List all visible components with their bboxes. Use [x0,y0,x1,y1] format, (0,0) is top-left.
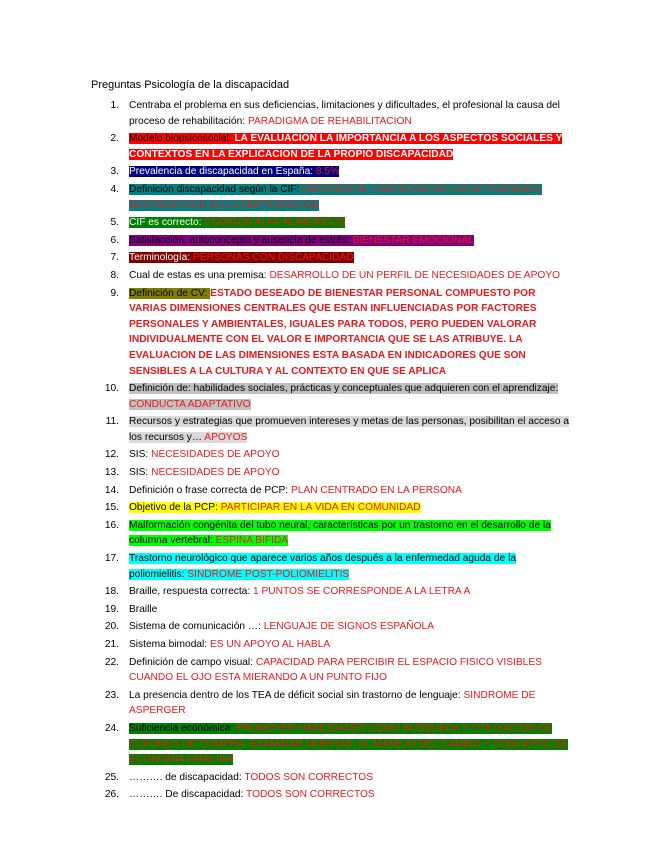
list-item [91,688,571,719]
question-text: Objetivo de la PCP: [129,502,221,514]
list-item [91,584,571,600]
item-number: 1. [110,100,119,111]
list-item [91,286,571,380]
list-item [91,414,571,445]
item-number: 17. [104,553,119,565]
question-text: Recursos y estrategias que promueven intereses y metas de las personas, posibilitan el acceso a los recursos y… [129,416,569,443]
item-text [129,500,571,516]
item-text [129,131,571,162]
item-text [129,584,571,600]
item-number: 19. [104,603,119,615]
answer-text: LENGUAJE DE SIGNOS ESPAÑOLA [263,621,434,633]
list-item [91,465,571,481]
item-text [129,233,571,249]
item-text [129,98,571,129]
answer-text: PARADIGMA DE REHABILITACION [247,115,412,127]
item-number: 15. [104,502,119,514]
question-text: Modelo biopsicosocial: [129,133,235,145]
answer-text: 8.5% [315,166,340,178]
question-text: CIF es correcto: [129,217,205,229]
item-number: 11. [105,416,119,428]
item-text [129,483,571,499]
question-text: SIS: [129,467,152,479]
list-item [91,98,571,129]
item-text [129,688,571,719]
list-item [91,619,571,635]
list-item [91,500,571,516]
question-text: Terminología: [129,252,193,264]
item-text [129,619,571,635]
list-item [91,250,571,266]
list-item [91,770,571,786]
question-text: ………. de discapacidad: [129,771,245,783]
question-text: Cual de estas es una premisa: [129,269,270,281]
list-item [91,447,571,463]
item-text [129,164,571,180]
item-text [129,286,571,380]
question-list [91,98,571,805]
question-text: Sistema de comunicación …: [129,621,264,633]
question-text: SIS: [129,449,152,461]
list-item [91,721,571,768]
item-number: 7. [110,252,119,264]
answer-text: 1 PUNTOS SE CORRESPONDE A LA LETRA A [253,586,471,598]
list-item [91,637,571,653]
list-item [91,787,571,803]
item-text [129,551,571,582]
answer-text: CONDUCTA ADAPTATIVO [129,398,251,410]
list-item [91,215,571,231]
item-number: 6. [110,234,119,246]
question-text: Braille [129,603,158,615]
answer-text: APOYOS [204,431,248,443]
document-title: Preguntas Psicología de la discapacidad [91,79,290,91]
question-text: ………. De discapacidad: [129,789,247,801]
answer-text: NECESIDADES DE APOYO [151,449,280,461]
item-number: 16. [104,519,119,531]
question-text: Definición o frase correcta de PCP: [129,484,291,496]
list-item [91,131,571,162]
answer-text: PLAN CENTRADO EN LA PERSONA [290,484,462,496]
question-text: Suficiencia económica: [129,722,237,734]
item-number: 22. [104,656,119,668]
item-text [129,465,571,481]
answer-text: PERSONAS CON DISCAPACIDAD [192,252,354,264]
answer-text: SINDROME POST-POLIOMIELITIS [187,568,350,580]
item-number: 12. [104,449,119,461]
question-text: Definición de: habilidades sociales, prácticas y conceptuales que adquieren con el aprendizaje: [129,383,559,395]
answer-text: ESPINA BIFIDA [215,535,289,547]
question-text: Definición discapacidad según la CIF: [129,183,303,195]
list-item [91,233,571,249]
item-text [129,414,571,445]
answer-text: TODOS SON CORRECTOS [246,789,375,801]
item-number: 3. [110,166,119,178]
item-number: 20. [104,621,119,633]
item-number: 14. [104,484,119,496]
item-text [129,602,571,618]
answer-text: ESTADO DESEADO DE BIENESTAR PERSONAL COMPUESTO POR VARIAS DIMENSIONES CENTRALES QUE ESTAN INFLUENCIADAS POR FACTORES PERSONALES Y AMBIENTALES, IGUALES PARA TODOS, PERO PUEDEN VALORAR INDIVIDUALMENTE CON EL VALOR E IMPORTANCIA QUE SE LAS ATRIBUYE. LA EVALUACION DE LAS DIMENSIONES ESTA BASADA EN INDICADORES QUE SON SENSIBLES A LA CULTURA Y AL CONTEXTO EN QUE SE APLICA [129,287,537,377]
item-number: 8. [110,269,119,281]
answer-text: TODOS SON CORRECTOS [244,771,374,783]
question-text: Definición de CV: [129,287,211,299]
question-text: Malformación congénita del tubo neural, características por un trastorno en el desarrollo de la columna vertebral: [129,519,551,547]
list-item [91,182,571,213]
item-text [129,655,571,686]
item-number: 23. [104,689,119,701]
item-number: 25. [104,771,119,783]
item-number: 4. [110,183,119,195]
list-item [91,483,571,499]
item-number: 21. [104,639,119,650]
item-number: 26. [104,789,119,801]
item-text [129,447,571,463]
answer-text: CAPACIDAD PARA PERCIBIR EL ESPACIO FISICO VISIBLES CUANDO EL OJO ESTA MIERANDO A UN PUNTO FIJO [129,656,542,684]
answer-text: BIENESTAR EMOCIONAL [352,234,474,246]
question-text: Definición de campo visual: [129,656,256,668]
item-text [129,721,571,768]
answer-text: CODIGOS ALFA-NUMERICOS [204,217,346,229]
item-text [129,268,571,284]
question-text: Satisfacción, autoconcepto y ausencia de estrés: [129,234,353,246]
answer-text: ES UN APOYO AL HABLA [209,639,331,650]
answer-text: NECESIDADES DE APOYO [151,467,280,479]
question-text: La presencia dentro de los TEA de déficit social sin trastorno de lenguaje: [129,689,464,701]
answer-text: PARTICIPAR EN LA VIDA EN COMUNIDAD [220,502,421,514]
question-text: Centraba el problema en sus deficiencias, limitaciones y dificultades, el profesional la causa del proceso de rehabilitación: [129,100,560,127]
answer-text: SINDROME DE ASPERGER [129,689,536,717]
list-item [91,551,571,582]
item-number: 5. [110,217,119,229]
answer-text: PROMOVER HABILIDADES COMO BUSQUEDA Y UTILIZACION DE CUPONES DE COMPRA, EXAMINAR OFERTAS, EL MANEJO DEL CAMBIO Y CONCEPTO DE ECONOMIA FAMILIAR [129,722,568,766]
list-item [91,268,571,284]
list-item [91,164,571,180]
list-item [91,602,571,618]
item-number: 10. [104,383,119,395]
question-text: Prevalencia de discapacidad en España: [129,166,316,178]
question-text: Braille, respuesta correcta: [129,586,254,598]
question-text: Sistema bimodal: [129,639,210,650]
answer-text: DEFICIENCIA, LIMITACION EN LAS ACTIVIDADES, RESTRINCCION EN LA PARTICIPACION [129,183,543,211]
answer-text: DESARROLLO DE UN PERFIL DE NECESIDADES DE APOYO [269,269,561,281]
item-text [129,770,571,786]
item-text [129,381,571,412]
item-number: 18. [104,586,119,598]
item-number: 13. [104,467,119,479]
item-text [129,637,571,653]
list-item [91,518,571,549]
item-number: 9. [110,287,119,299]
answer-text: LA EVALUACION LA IMPORTANCIA A LOS ASPECTOS SOCIALES Y CONTEXTOS EN LA EXPLICACION DE LA PROPIO DISCAPACIDAD [129,133,563,160]
item-text [129,182,571,213]
item-text [129,518,571,549]
item-number: 2. [110,133,119,145]
question-text: Trastorno neurológico que aparece varios años después a la enfermedad aguda de la poliomielitis: [129,553,517,580]
list-item [91,655,571,686]
item-text [129,215,571,231]
item-text [129,787,571,803]
item-number: 24. [104,722,119,734]
item-text [129,250,571,266]
list-item [91,381,571,412]
